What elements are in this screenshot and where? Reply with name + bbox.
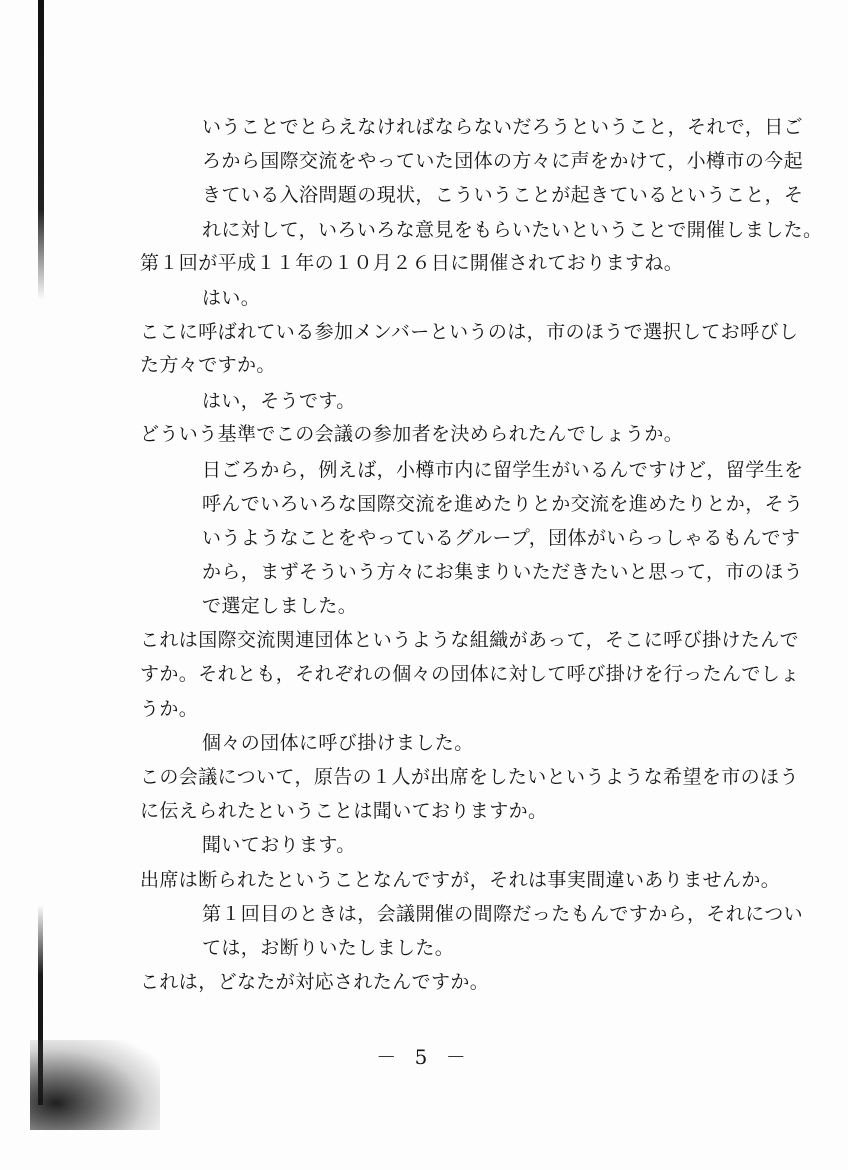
- question-line: この会議について，原告の１人が出席をしたいというような希望を市のほう: [140, 766, 799, 788]
- answer-line: はい，そうです。: [202, 390, 356, 412]
- answer-line: いうことでとらえなければならないだろうということ，それで，日ご: [202, 116, 804, 138]
- scan-edge-mark: [38, 0, 44, 300]
- answer-line: きている入浴問題の現状，こういうことが起きているということ，そ: [202, 184, 804, 206]
- answer-line: はい。: [202, 287, 261, 309]
- question-line: うか。: [140, 698, 199, 720]
- question-line: ここに呼ばれている参加メンバーというのは，市のほうで選択してお呼びし: [140, 321, 799, 343]
- page-number: － 5 －: [376, 1045, 472, 1069]
- answer-line: 個々の団体に呼び掛けました。: [202, 732, 474, 754]
- answer-line: ろから国際交流をやっていた団体の方々に声をかけて，小樽市の今起: [202, 150, 804, 172]
- answer-line: から，まずそういう方々にお集まりいただきたいと思って，市のほう: [202, 561, 804, 583]
- answer-line: 第１回目のときは，会議開催の間際だったもんですから，それについ: [202, 903, 804, 925]
- question-line: た方々ですか。: [140, 354, 276, 376]
- answer-line: で選定しました。: [202, 595, 358, 617]
- question-line: 出席は断られたということなんですが，それは事実間違いありませんか。: [140, 869, 781, 891]
- answer-line: 聞いております。: [202, 834, 356, 856]
- answer-line: 日ごろから，例えば，小樽市内に留学生がいるんですけど，留学生を: [202, 459, 804, 481]
- answer-line: れに対して，いろいろな意見をもらいたいということで開催しました。: [202, 219, 823, 241]
- question-line: に伝えられたということは聞いておりますか。: [140, 800, 548, 822]
- answer-line: いうようなことをやっているグループ，団体がいらっしゃるもんです: [202, 527, 801, 549]
- question-line: すか。それとも，それぞれの個々の団体に対して呼び掛けを行ったんでしょ: [140, 663, 800, 685]
- question-line: 第１回が平成１１年の１０月２６日に開催されておりますね。: [140, 252, 684, 274]
- answer-line: ては，お断りいたしました。: [202, 937, 455, 959]
- question-line: これは国際交流関連団体というような組織があって，そこに呼び掛けたんで: [140, 629, 800, 651]
- question-line: どういう基準でこの会議の参加者を決められたんでしょうか。: [140, 423, 684, 445]
- question-line: これは，どなたが対応されたんですか。: [140, 971, 490, 993]
- answer-line: 呼んでいろいろな国際交流を進めたりとか交流を進めたりとか，そう: [202, 493, 804, 515]
